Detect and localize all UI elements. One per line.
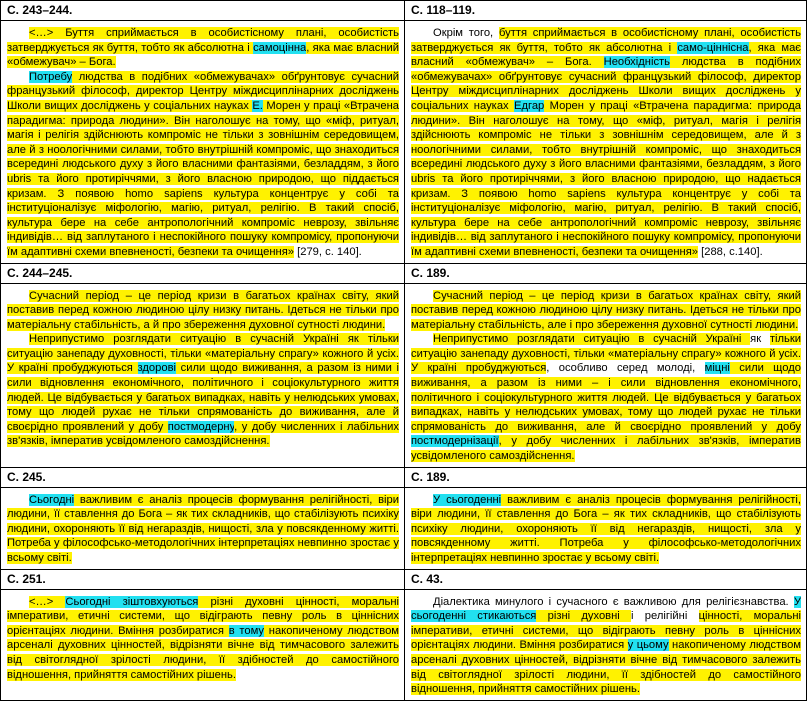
left-text-cell: [1, 283, 405, 467]
changed-phrase: у цьому: [627, 639, 669, 652]
matched-text: , яка має власний «обмежувач» – Бога.: [7, 41, 399, 69]
changed-phrase: самоцінна: [253, 41, 307, 54]
matched-text: людства в подібних «обмежувачах» обґрунтовує сучасний французький філософ, директор Центру міждисциплінарних досліджень Школи вищих досліджень у соціальних науках: [7, 70, 399, 112]
changed-phrase: постмодерну: [167, 420, 235, 433]
matched-text: Сучасний період – це період кризи в багатьох країнах світу, який поставив перед кожною людиною цілу низку питань. Ідеться не тільки про матеріальну стабільність, але і про збереження духовної сутності людини.: [411, 289, 801, 331]
matched-text: сили щодо виживання, а разом із ними – і сили відновлення економічного, політичного і соціокультурного життя людей. Це відбувається у багатьох випадках, навіть у нелюдських умовах, тому що людей рухає не тільки спрямованість до виживання, але й своєрідно проявлений у добу: [411, 362, 801, 433]
right-page-ref: С. 43.: [405, 569, 807, 589]
row-head: [1, 263, 807, 283]
matched-text: Сучасний період – це період кризи в багатьох країнах світу, який поставив перед кожною людиною цілу низку питань. Ідеться не тільки про матеріальну стабільність, а й про збереження духовної сутності людини.: [7, 289, 399, 331]
row-head: [1, 467, 807, 487]
plain-text: Діалектика минулого і сучасного є важливою для релігієзнавства.: [433, 595, 794, 608]
paragraph: [411, 289, 801, 333]
row-body: [1, 487, 807, 569]
matched-text: сили щодо виживання, а разом із ними і сили відновлення економічного, політичного і соціокультурного життя людей. Це відбувається у багатьох випадках, навіть у нелюдських умовах, тому що людей рухає не тільки спрямованість до виживання, але й своєрідно проявлений у добу: [7, 362, 399, 433]
paragraph: [411, 493, 801, 566]
changed-phrase: У сьогоденні стикаються: [411, 595, 801, 623]
row-head: [1, 1, 807, 21]
changed-phrase: У сьогоденні: [433, 493, 502, 506]
right-page-ref: С. 189.: [405, 263, 807, 283]
left-page-ref: С. 245.: [1, 467, 405, 487]
matched-text: Морен у праці «Втрачена парадигма: природа людини». Він наголошує на тому, що «міф, ритуал, магія і релігія здійснюють компроміс не тільки з зовнішнім середовищем, але й з ноологічними силами, тобто внутрішній компроміс, що знаходиться всередині людського духу з його власними фантазіями, безладдям, з його ubris та його протиріччями, з його власною природою, що піддається кризам. З появою homo sapiens культура концентрує у собі та інституціоналізує міфологію, магію, ритуал, релігію. В такий спосіб, культура бере на себе антропологічний компроміс неврозу, звільняє індивідів… від заплутаного і неспокійного пошуку компромісу, пропонуючи їм адаптивні схеми впевненості, безпеки та очищення»: [7, 99, 400, 258]
paragraph: [7, 26, 399, 70]
plain-text: Окрім того,: [433, 27, 499, 39]
left-page-ref: С. 251.: [1, 569, 405, 589]
matched-text: важливим є аналіз процесів формування релігійності, віри людини, її ставлення до Бога – як тих складників, що стабілізують психіку людини, охороняють її від негараздів, нищості, зла у повсякденному житті. Потреба у філософсько-методологічних інтерпретаціях невпинно зростає у всьому світі.: [411, 493, 802, 564]
changed-phrase: Сьогодні зіштовхуються: [65, 595, 199, 608]
right-page-ref: С. 189.: [405, 467, 807, 487]
matched-text: важливим є аналіз процесів формування релігійності, віри людини, її ставлення до Бога – як тих складників, що стабілізують психіку людини, охороняють її від негараздів, нищості, зла у повсякденному житті. Потреба у філософсько-методологічних інтерпретаціях невпинно зростає у всьому світі.: [7, 493, 399, 564]
row-body: [1, 589, 807, 700]
changed-phrase: само-ціннісна: [677, 41, 749, 54]
matched-text: різні духовні: [536, 610, 632, 623]
matched-text: тільки ситуацію занепаду духовності, тільки «матеріальну спрагу» кожного й усіх. У країні пробуджуються: [411, 333, 801, 375]
changed-phrase: в тому: [228, 624, 265, 637]
left-text-cell: [1, 21, 405, 264]
plain-text: [279, с. 140].: [294, 245, 362, 258]
matched-text: <…> Буття сприймається в особистісному плані, особистість затверджується як буття, тобто як абсолютна і: [7, 27, 399, 54]
matched-text: накопиченому людством арсеналі духовних цінностей, відрізняти вічне від тимчасового залежить від світоглядної зрілості людини, її здібностей до самостійного відношення, прийняття самостійних рішень.: [7, 624, 399, 681]
matched-text: цінності, моральні імперативи, етичні системи, що відіграють певну роль в ціннісних орієнтаціях людини. Вміння розбиратися: [411, 610, 801, 652]
matched-text: різні духовні цінності, моральні імперативи, етичні системи, що відіграють певну роль в ціннісних орієнтаціях людини. Вміння розбиратися: [7, 595, 400, 637]
paragraph: [411, 595, 801, 697]
matched-text: накопиченому людством арсеналі духовних цінностей, відрізняти вічне від тимчасового залежить від світоглядної зрілості людини, її здібностей до самостійного відношення, прийняття самостійних рішень.: [411, 639, 801, 696]
paragraph: [7, 70, 399, 260]
paragraph: [7, 493, 399, 566]
matched-text: <…>: [29, 595, 66, 608]
paragraph: [7, 332, 399, 449]
matched-text: Морен у праці «Втрачена парадигма: природа людини». Він наголошує на тому, що «міф, ритуал, магія і релігія здійснюють компроміс не тільки з зовнішнім середовищем, але й з ноологічними силами, тобто внутрішній компроміс, що знаходиться всередині людського духу з його власними фантазіями, безладдям, з його ubris та його протиріччями, з його власною природою, що надається кризам. З появою homo sapiens культура концентрує у собі та інституціоналізує міфологію, магію, ритуал, релігію. В такий спосіб, культура бере на себе антропологічний компроміс неврозу, звільняє індивідів… від заплутаного і неспокійного пошуку компромісу, пропонуючи їм адаптивні схеми впевненості, безпеки та очищення»: [411, 99, 801, 258]
paragraph: [7, 289, 399, 333]
changed-phrase: Необхідність: [603, 56, 670, 69]
paragraph: [411, 332, 801, 463]
right-text-cell: [405, 21, 807, 264]
matched-text: буття сприймається в особистісному плані, особистість затверджується як буття, тобто як абсолютна і: [411, 27, 801, 54]
plain-text: , особливо серед молоді,: [546, 362, 705, 375]
matched-text: людства в подібних «обмежувачах» обґрунтовує сучасний французький філософ, директор Центру міждисциплінарних досліджень Школи вищих досліджень у соціальних науках: [411, 56, 802, 112]
matched-text: , яка має власний «обмежувач» – Бога.: [411, 41, 801, 69]
row-body: [1, 21, 807, 264]
matched-text: , у добу численних і лабільних зв'язків, імператив усвідомленого самоздійснення.: [411, 435, 801, 463]
right-text-cell: [405, 487, 807, 569]
paragraph: [411, 26, 801, 260]
changed-phrase: Потребу: [29, 70, 73, 83]
changed-phrase: Сьогодні: [29, 493, 75, 506]
row-body: [1, 283, 807, 467]
left-text-cell: [1, 487, 405, 569]
matched-text: Неприпустимо розглядати ситуацію в сучасній Україні: [433, 333, 751, 346]
plain-text: [288, с.140].: [698, 245, 763, 258]
changed-phrase: здорові: [137, 362, 177, 375]
left-page-ref: С. 244–245.: [1, 263, 405, 283]
right-text-cell: [405, 589, 807, 700]
matched-text: , у добу численних і лабільних зв'язків, імператив усвідомленого самоздійснення.: [7, 420, 399, 448]
changed-phrase: Едгар: [514, 99, 545, 112]
left-page-ref: С. 243–244.: [1, 1, 405, 21]
plain-text: і релігійні: [631, 610, 699, 623]
changed-phrase: міцні: [704, 362, 730, 375]
row-head: [1, 569, 807, 589]
left-text-cell: [1, 589, 405, 700]
plain-text: як: [750, 333, 770, 346]
paragraph: [7, 595, 399, 683]
matched-text: Неприпустимо розглядати ситуацію в сучасній Україні як тільки ситуацію занепаду духовності, тільки «матеріальну спрагу» кожного й усіх. У країні пробуджуються: [7, 333, 399, 375]
changed-phrase: Е.: [252, 99, 263, 112]
changed-phrase: постмодернізації: [411, 435, 499, 448]
right-page-ref: С. 118–119.: [405, 1, 807, 21]
right-text-cell: [405, 283, 807, 467]
